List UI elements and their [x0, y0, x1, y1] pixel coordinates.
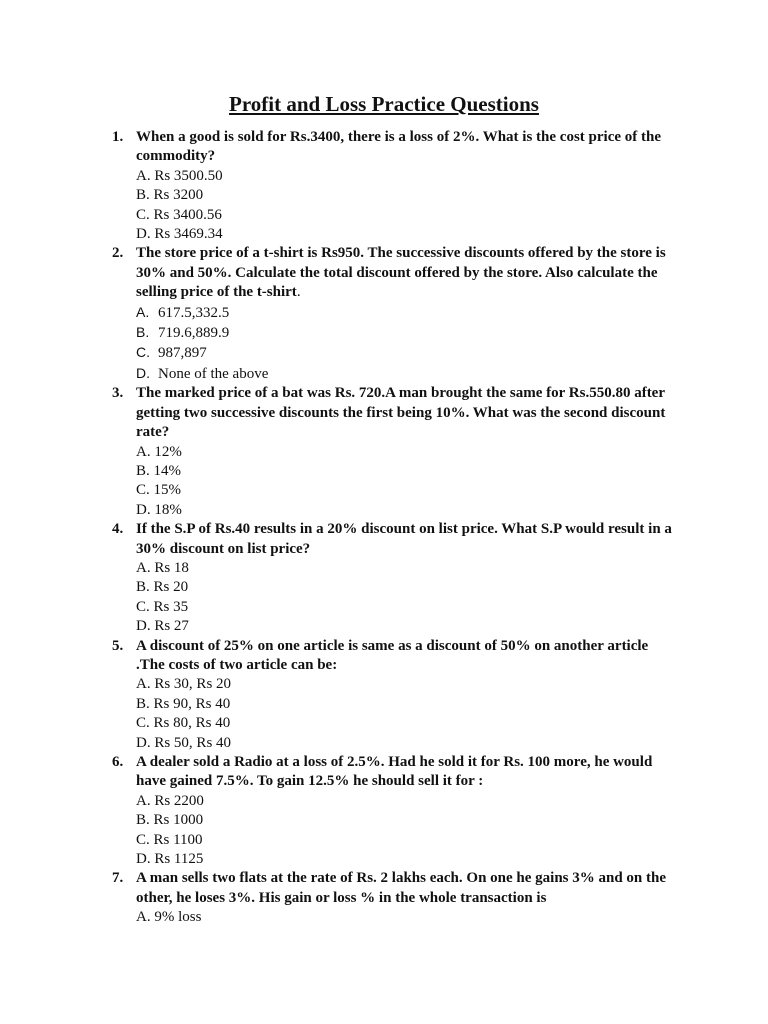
option-text: 9% loss: [154, 909, 202, 926]
option-letter: B.: [136, 695, 150, 712]
option-text: 617.5,332.5: [158, 304, 230, 321]
option-text: None of the above: [158, 365, 269, 382]
option-letter: A.: [136, 676, 151, 693]
option-letter: C.: [136, 598, 150, 615]
option-letter: D.: [136, 364, 150, 381]
option-list: [136, 303, 680, 385]
option-a: [136, 167, 680, 186]
question-number: 7.: [112, 870, 124, 887]
question-7: [0, 869, 768, 927]
option-letter: C.: [136, 482, 150, 499]
question-2: [0, 244, 768, 384]
question-text: The store price of a t-shirt is Rs950. The successive discounts offered by the store is 30% and 50%. Calculate the total discount offered by the store. Also calculate the selling price of the t-shirt.: [136, 245, 666, 301]
option-letter: C.: [136, 206, 150, 223]
question-5: [0, 637, 768, 753]
option-text: Rs 20: [153, 579, 189, 596]
option-d: [136, 850, 680, 869]
option-list: [136, 908, 680, 927]
option-text: 18%: [154, 501, 182, 518]
option-text: 14%: [153, 462, 182, 479]
option-b: [136, 811, 680, 830]
option-letter: C.: [136, 831, 150, 848]
option-letter: D.: [136, 618, 151, 635]
question-text: If the S.P of Rs.40 results in a 20% discount on list price. What S.P would result in a 30% discount on list price?: [136, 521, 672, 557]
option-text: Rs 1125: [154, 851, 204, 868]
question-number: 6.: [112, 754, 124, 770]
option-d: [136, 364, 680, 384]
option-b: [136, 462, 680, 481]
option-text: Rs 30, Rs 20: [154, 676, 232, 693]
option-c: [136, 831, 680, 850]
question-1: [0, 128, 768, 244]
option-letter: A.: [136, 303, 150, 320]
option-c: [136, 206, 680, 225]
question-4: [0, 520, 768, 636]
option-text: Rs 1000: [153, 812, 204, 829]
option-letter: A.: [136, 792, 151, 809]
option-text: Rs 35: [153, 598, 189, 615]
question-number: 1.: [112, 129, 124, 145]
option-text: 15%: [153, 482, 182, 499]
option-list: [136, 675, 680, 753]
question-text: When a good is sold for Rs.3400, there is a loss of 2%. What is the cost price of the commodity?: [136, 129, 661, 165]
option-letter: B.: [136, 462, 150, 479]
option-letter: B.: [136, 812, 150, 829]
option-list: [136, 792, 680, 870]
option-text: 12%: [154, 443, 182, 460]
option-text: Rs 80, Rs 40: [153, 715, 231, 732]
option-text: Rs 90, Rs 40: [153, 695, 231, 712]
option-a: [136, 303, 680, 323]
option-list: [136, 559, 680, 637]
question-6: [0, 753, 768, 869]
option-letter: A.: [136, 559, 151, 576]
option-text: Rs 50, Rs 40: [154, 734, 232, 751]
option-letter: B.: [136, 187, 150, 204]
option-b: [136, 323, 680, 343]
option-letter: D.: [136, 226, 151, 243]
option-letter: A.: [136, 909, 151, 926]
option-letter: B.: [136, 324, 150, 341]
option-text: 987,897: [158, 345, 207, 362]
page-title: Profit and Loss Practice Questions: [229, 92, 539, 116]
option-a: [136, 559, 680, 578]
option-text: Rs 18: [154, 559, 189, 576]
option-d: [136, 225, 680, 244]
option-text: 719.6,889.9: [158, 325, 230, 342]
option-text: Rs 3400.56: [153, 206, 222, 223]
option-text: Rs 3500.50: [154, 167, 223, 184]
option-letter: A.: [136, 443, 151, 460]
option-c: [136, 481, 680, 500]
option-a: [136, 792, 680, 811]
option-b: [136, 186, 680, 205]
option-text: Rs 2200: [154, 792, 204, 809]
option-letter: B.: [136, 579, 150, 596]
question-number: 3.: [112, 385, 124, 402]
option-text: Rs 3469.34: [154, 226, 223, 243]
option-d: [136, 501, 680, 520]
option-list: [136, 443, 680, 521]
option-letter: A.: [136, 167, 151, 184]
option-c: [136, 598, 680, 617]
option-letter: C.: [136, 715, 150, 732]
question-text: The marked price of a bat was Rs. 720.A man brought the same for Rs.550.80 after getting two successive discounts the first being 10%. What was the second discount rate?: [136, 385, 666, 441]
question-text: A man sells two flats at the rate of Rs. 2 lakhs each. On one he gains 3% and on the other, he loses 3%. His gain or loss % in the whole transaction is: [136, 870, 667, 906]
option-text: Rs 1100: [153, 831, 203, 848]
option-letter: D.: [136, 734, 151, 751]
question-text: A discount of 25% on one article is same as a discount of 50% on another article .The costs of two article can be:: [136, 637, 649, 673]
option-a: [136, 443, 680, 462]
question-list: [0, 128, 768, 928]
question-number: 5.: [112, 637, 124, 654]
option-b: [136, 578, 680, 597]
option-text: Rs 27: [154, 618, 189, 635]
option-letter: D.: [136, 501, 151, 518]
option-c: [136, 714, 680, 733]
option-c: [136, 343, 680, 363]
option-d: [136, 617, 680, 636]
option-letter: D.: [136, 851, 151, 868]
option-a: [136, 908, 680, 927]
option-d: [136, 734, 680, 753]
option-a: [136, 675, 680, 694]
option-b: [136, 695, 680, 714]
question-3: [0, 384, 768, 520]
question-number: 4.: [112, 521, 124, 538]
question-text: A dealer sold a Radio at a loss of 2.5%. Had he sold it for Rs. 100 more, he would have gained 7.5%. To gain 12.5% he should sell it for :: [136, 754, 653, 790]
option-letter: C.: [136, 344, 150, 361]
question-number: 2.: [112, 245, 124, 262]
option-text: Rs 3200: [153, 187, 204, 204]
option-list: [136, 167, 680, 245]
